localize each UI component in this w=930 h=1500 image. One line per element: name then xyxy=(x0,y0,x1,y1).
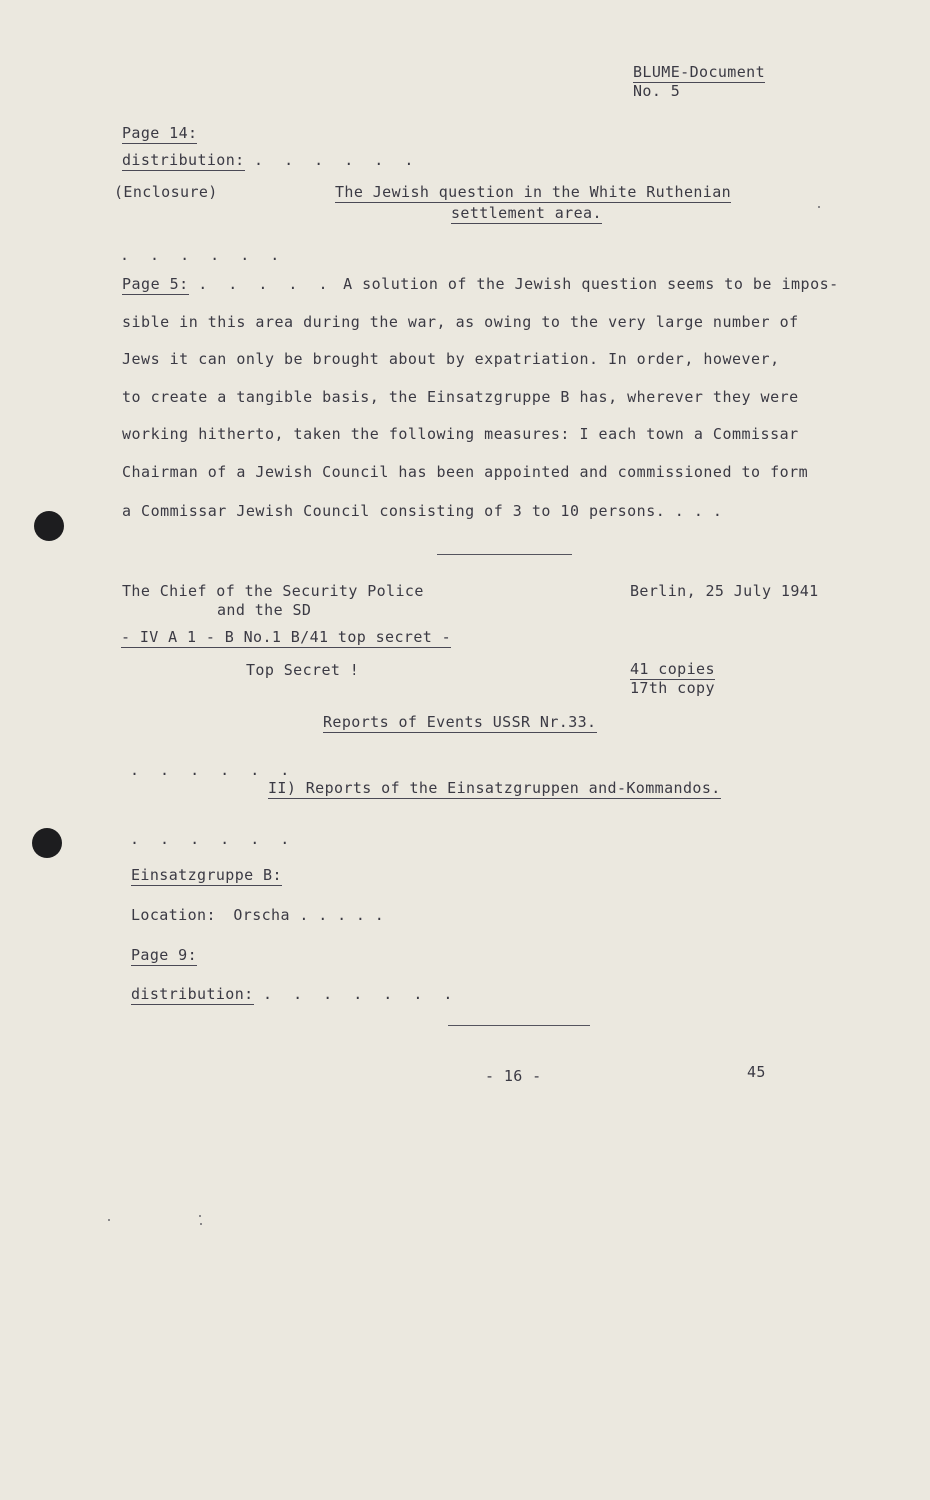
punch-hole-top xyxy=(34,511,64,541)
paragraph-line-1 xyxy=(122,275,839,293)
paragraph-line-4: to create a tangible basis, the Einsatzgruppe B has, wherever they were xyxy=(122,388,799,406)
distribution-line-2 xyxy=(131,985,458,1003)
page-ref-5-dots: . . . . . xyxy=(198,275,334,293)
copies-count: 41 copies xyxy=(630,660,715,678)
distribution-dots-2: . . . . . . . xyxy=(263,985,459,1003)
page-number: - 16 - xyxy=(485,1067,542,1085)
place-date: Berlin, 25 July 1941 xyxy=(630,582,819,600)
copy-number: 17th copy xyxy=(630,679,715,697)
speck xyxy=(200,1223,202,1225)
einsatzgruppe-label: Einsatzgruppe B: xyxy=(131,866,282,884)
sender-line-1: The Chief of the Security Police xyxy=(122,582,424,600)
paragraph-line-2: sible in this area during the war, as owing to the very large number of xyxy=(122,313,799,331)
location-label: Location: xyxy=(131,906,216,924)
reference-number: - IV A 1 - B No.1 B/41 top secret - xyxy=(121,628,452,646)
paragraph-line-5: working hitherto, taken the following measures: I each town a Commissar xyxy=(122,425,799,443)
speck xyxy=(199,1215,201,1217)
document-number: No. 5 xyxy=(633,82,681,100)
subheading: II) Reports of the Einsatzgruppen and-Kommandos. xyxy=(268,779,721,797)
distribution-label-2: distribution: xyxy=(131,985,254,1003)
location-line xyxy=(131,906,384,924)
distribution-label: distribution: xyxy=(122,151,245,169)
punch-hole-bottom xyxy=(32,828,62,858)
document-label: BLUME-Document xyxy=(633,63,766,81)
distribution-line-1 xyxy=(122,151,419,169)
distribution-dots: . . . . . . xyxy=(254,151,420,169)
speck xyxy=(108,1219,110,1221)
paragraph-line-3: Jews it can only be brought about by expatriation. In order, however, xyxy=(122,350,780,368)
report-title: Reports of Events USSR Nr.33. xyxy=(323,713,597,731)
ellipsis-row: . . . . . . xyxy=(120,246,286,264)
page-ref-9: Page 9: xyxy=(131,946,198,964)
page-ref-14: Page 14: xyxy=(122,124,198,142)
paragraph-text: A solution of the Jewish question seems to be impos- xyxy=(343,275,839,293)
paragraph-line-7: a Commissar Jewish Council consisting of 3 to 10 persons. . . . xyxy=(122,502,723,520)
enclosure-label: (Enclosure) xyxy=(114,183,218,201)
ellipsis-row-2: . . . . . . xyxy=(130,761,296,779)
enclosure-title-line-1: The Jewish question in the White Ruthenian xyxy=(335,183,732,201)
section-divider-1 xyxy=(437,554,572,555)
sender-line-2: and the SD xyxy=(217,601,312,619)
paragraph-line-6: Chairman of a Jewish Council has been appointed and commissioned to form xyxy=(122,463,809,481)
folio-number: 45 xyxy=(747,1063,766,1081)
location-value: Orscha . . . . . xyxy=(233,906,385,924)
page-ref-5: Page 5: xyxy=(122,275,189,293)
ellipsis-row-3: . . . . . . xyxy=(130,830,296,848)
enclosure-title-line-2: settlement area. xyxy=(451,204,602,222)
classification: Top Secret ! xyxy=(246,661,360,679)
section-divider-2 xyxy=(448,1025,590,1026)
speck xyxy=(818,206,820,208)
